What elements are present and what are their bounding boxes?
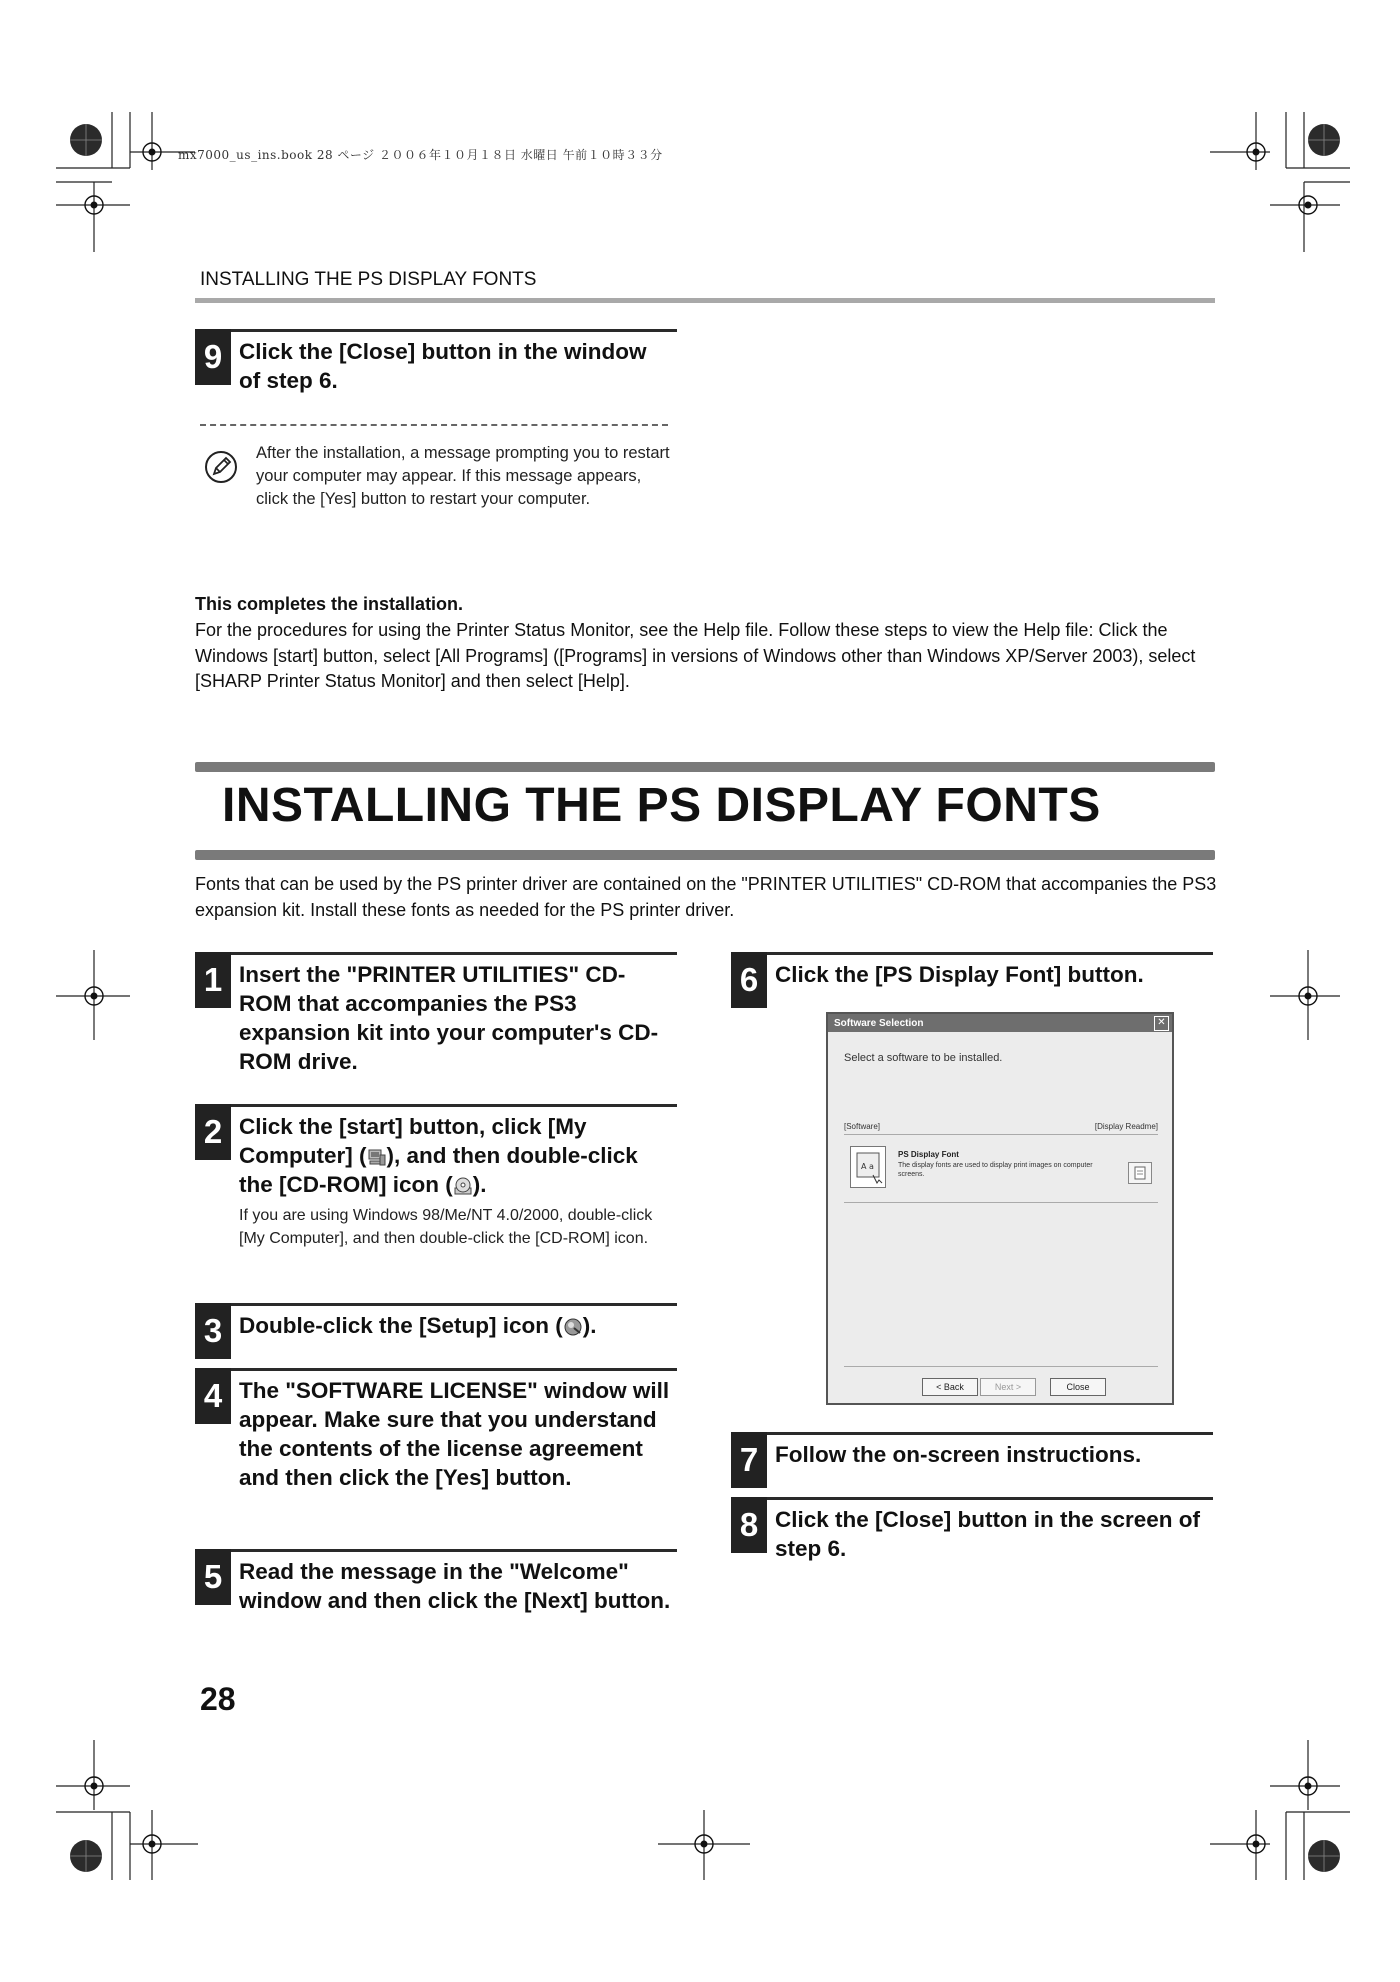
step-title: Insert the "PRINTER UTILITIES" CD-ROM that accompanies the PS3 expansion kit into your computer's CD-ROM drive. (239, 962, 659, 1074)
step-title: Follow the on-screen instructions. (775, 1442, 1142, 1467)
ps-display-font-title[interactable]: PS Display Font (898, 1150, 959, 1159)
close-icon[interactable]: ✕ (1154, 1016, 1169, 1031)
step-number: 4 (195, 1368, 231, 1424)
step-title-part: ). (472, 1172, 487, 1197)
header-rule (195, 298, 1215, 303)
step-rule (195, 1303, 677, 1306)
step-9-block (195, 329, 677, 399)
completion-title: This completes the installation. (195, 594, 464, 614)
close-button[interactable]: Close (1050, 1378, 1106, 1396)
my-computer-icon (367, 1147, 387, 1167)
book-file-stamp: mx7000_us_ins.book 28 ページ ２００６年１０月１８日 水曜日 午前１０時３３分 (178, 148, 663, 162)
step-rule (731, 1497, 1213, 1500)
note-text: After the installation, a message prompting you to restart your computer may appear. If this message appears, click the [Yes] button to restart your computer. (256, 444, 670, 508)
dialog-titlebar (828, 1014, 1172, 1032)
cd-rom-icon (453, 1176, 473, 1196)
section-top-band (195, 762, 1215, 772)
step-title (239, 1311, 677, 1340)
readme-icon[interactable] (1128, 1162, 1152, 1184)
step-title: The "SOFTWARE LICENSE" window will appear. Make sure that you understand the contents of the license agreement and then click the [Yes] button. (239, 1378, 670, 1490)
dialog-divider (844, 1202, 1158, 1203)
step-number: 1 (195, 952, 231, 1008)
step-rule (731, 952, 1213, 955)
step-rule (731, 1432, 1213, 1435)
step-number: 8 (731, 1497, 767, 1553)
readme-column-label: [Display Readme] (1094, 1122, 1158, 1131)
step-title: Click the [PS Display Font] button. (775, 962, 1144, 987)
dialog-divider (844, 1366, 1158, 1367)
dialog-divider (844, 1134, 1158, 1135)
section-bottom-band (195, 850, 1215, 860)
step-title-part: Double-click the [Setup] icon ( (239, 1313, 563, 1338)
software-selection-dialog (826, 1012, 1174, 1405)
step-number: 5 (195, 1549, 231, 1605)
step-5-block (195, 1549, 677, 1649)
software-column-label: [Software] (844, 1122, 881, 1131)
step-note: If you are using Windows 98/Me/NT 4.0/2000, double-click [My Computer], and then double-click the [CD-ROM] icon. (239, 1207, 653, 1247)
step-title-part: Click the [start] button, click [My Computer] ( (239, 1114, 587, 1168)
completion-text: For the procedures for using the Printer Status Monitor, see the Help file. Follow these steps to view the Help file: Click the Windows [start] button, select [All Programs] ([Programs] in versions of Windows other than Windows XP/Server 2003), select [SHARP Printer Status Monitor] and then select [Help]. (195, 620, 1196, 691)
setup-icon (563, 1317, 583, 1337)
svg-text:A a: A a (861, 1162, 874, 1171)
back-button[interactable]: < Back (922, 1378, 978, 1396)
section-title: INSTALLING THE PS DISPLAY FONTS (222, 779, 1101, 832)
step-title: Read the message in the "Welcome" window and then click the [Next] button. (239, 1559, 671, 1613)
pencil-note-icon (204, 450, 238, 484)
step-number: 2 (195, 1104, 231, 1160)
step-rule (195, 952, 677, 955)
step-number: 7 (731, 1432, 767, 1488)
step-number: 9 (195, 329, 231, 385)
step-rule (195, 1549, 677, 1552)
page-number: 28 (200, 1681, 236, 1717)
next-button[interactable]: Next > (980, 1378, 1036, 1396)
step-title (239, 1112, 677, 1199)
step-title-part: ), and then double-click the [CD-ROM] icon ( (239, 1143, 638, 1197)
section-intro: Fonts that can be used by the PS printer driver are contained on the "PRINTER UTILITIES" CD-ROM that accompanies the PS3 expansion kit. Install these fonts as needed for the PS printer driver. (195, 874, 1217, 920)
step-title: Click the [Close] button in the window of step 6. (239, 339, 647, 393)
step-3-block (195, 1303, 677, 1363)
step-2-block (195, 1104, 677, 1284)
step-rule (195, 1104, 677, 1107)
step-1-block (195, 952, 677, 1082)
dialog-title: Software Selection (834, 1017, 924, 1029)
running-header: INSTALLING THE PS DISPLAY FONTS (200, 269, 537, 290)
step-rule (195, 1368, 677, 1371)
ps-display-font-icon[interactable] (850, 1146, 886, 1188)
step-8-block (731, 1497, 1213, 1567)
step-number: 6 (731, 952, 767, 1008)
ps-display-font-description: The display fonts are used to display print images on computer screens. (898, 1162, 1093, 1178)
step-title-part: ). (582, 1313, 597, 1338)
step-number: 3 (195, 1303, 231, 1359)
step-7-block (731, 1432, 1213, 1492)
note-divider (200, 424, 668, 426)
dialog-prompt: Select a software to be installed. (844, 1052, 1003, 1064)
step-title: Click the [Close] button in the screen of step 6. (775, 1507, 1201, 1561)
step-6-block (731, 952, 1213, 1012)
step-rule (195, 329, 677, 332)
step-4-block (195, 1368, 677, 1518)
